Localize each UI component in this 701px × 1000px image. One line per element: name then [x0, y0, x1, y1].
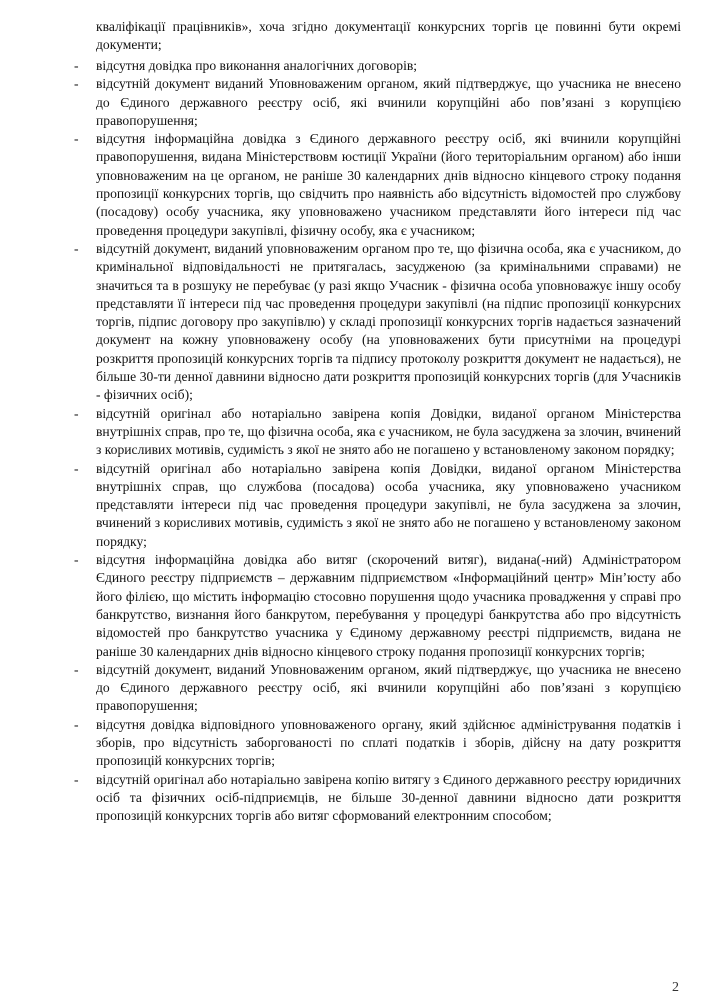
list-item	[0, 716, 701, 771]
list-item-text: відсутній оригінал або нотаріально завірена копію витягу з Єдиного державного реєстру юридичних осіб та фізичних осіб-підприємців, не більше 30-денної давнини відносно дати розкриття пропозицій конкурсних торгів або витяг сформований електронним способом;	[96, 771, 681, 824]
list-item	[0, 130, 701, 240]
list-item-text: відсутній документ, виданий уповноваженим органом про те, що фізична особа, яка є учасником, до кримінальної відповідальності не притягалась, засудженою (за кримінальними справами) не значиться та в розшуку не перебуває (у разі якщо Учасник - фізична особа уповноважує іншу особу представляти її інтереси під час проведення процедури закупівлі (на підпис пропозиції конкурсних торгів, підпис договору про закупівлю) у складі пропозиції конкурсних торгів надається зазначений документ на кожну уповноважену особу (на уповноважених бути присутніми на процедурі розкриття пропозицій конкурсних торгів та підпису протоколу розкриття документ не надається), не більше 30-ти денної давнини відносно дати розкриття пропозицій конкурсних торгів (для Учасників - фізичних осіб);	[96, 240, 681, 403]
intro-paragraph: кваліфікації працівників», хоча згідно документації конкурсних торгів це повинні бути окремі документи;	[96, 18, 681, 52]
list-item	[0, 405, 701, 460]
list-item	[0, 240, 701, 405]
list-item	[0, 460, 701, 551]
bullet-dash: -	[74, 552, 79, 568]
list-item-text: відсутня довідка відповідного уповноваженого органу, який здійснює адміністрування податків і зборів, про відсутність заборгованості по сплаті податків і зборів, дійсну на дату розкриття пропозицій конкурсних торгів;	[96, 716, 681, 769]
bullet-dash: -	[74, 716, 79, 732]
list-item-text: відсутня довідка про виконання аналогічних договорів;	[96, 58, 418, 73]
list-item	[0, 661, 701, 716]
bullet-dash: -	[74, 661, 79, 677]
list-item-text: відсутня інформаційна довідка або витяг (скорочений витяг), видана(-ний) Адміністратором Єдиного реєстру підприємств – державним підприємством «Інформаційний центр» Мін’юсту або його філією, що містить інформацію стосовно порушення щодо учасника провадження у справі про банкрутство, визнання його банкрутом, перебування у процедурі банкрутства або про відсутність відомостей про банкрутство учасника у Єдиному державному реєстрі підприємств, видана не раніше 30 календарних днів відносно кінцевого строку подання пропозиції конкурсних торгів;	[96, 552, 681, 659]
list-item-text: відсутній документ, виданий Уповноваженим органом, який підтверджує, що учасника не внесено до Єдиного державного реєстру осіб, які вчинили корупційні або пов’язані з корупцією правопорушення;	[96, 661, 681, 714]
list-item-text: відсутній оригінал або нотаріально завірена копія Довідки, виданої органом Міністерства внутрішніх справ, про те, що фізична особа, яка є учасником, не була засуджена за злочин, вчинений з корисливих мотивів, судимість з якої не знято або не погашено у встановленому законом порядку;	[96, 405, 681, 458]
bullet-dash: -	[74, 131, 79, 147]
bullet-dash: -	[74, 405, 79, 421]
bullet-dash: -	[74, 460, 79, 476]
list-item-text: відсутній оригінал або нотаріально завірена копія Довідки, виданої органом Міністерства внутрішніх справ, що службова (посадова) особа учасника, яку уповноважено учасником представляти інтереси під час проведення процедури закупівлі, не була засуджена за злочин, вчинений з корисливих мотивів, судимість з якої не знято або не погашено у встановленому законом порядку;	[96, 460, 681, 549]
bullet-dash: -	[74, 240, 79, 256]
bullet-dash: -	[74, 58, 79, 73]
list-item-text: відсутній документ виданий Уповноваженим органом, який підтверджує, що учасника не внесено до Єдиного державного реєстру осіб, які вчинили корупційні або пов’язані з корупцією правопорушення;	[96, 76, 681, 128]
list-item-text: відсутня інформаційна довідка з Єдиного державного реєстру осіб, які вчинили корупційні правопорушення, видана Міністерствовм юстиції України (його територіальним органом) або інши уповноваженим на це органом, не раніше 30 календарних днів відносно кінцевого строку подання пропозиції конкурсних торгів, що свідчить про наявність або відсутність відомостей про службову (посадову) особу учасника, яку уповноважено учасником представляти його інтереси під час проведення процедури закупівлі, фізичну особу, яка є учасником;	[96, 131, 681, 238]
list-item	[0, 771, 701, 826]
list-item	[0, 57, 701, 75]
bullet-dash: -	[74, 771, 79, 787]
list-item	[0, 75, 701, 130]
requirements-list	[0, 57, 701, 825]
page-number: 2	[672, 980, 679, 995]
bullet-dash: -	[74, 76, 79, 92]
list-item	[0, 551, 701, 661]
